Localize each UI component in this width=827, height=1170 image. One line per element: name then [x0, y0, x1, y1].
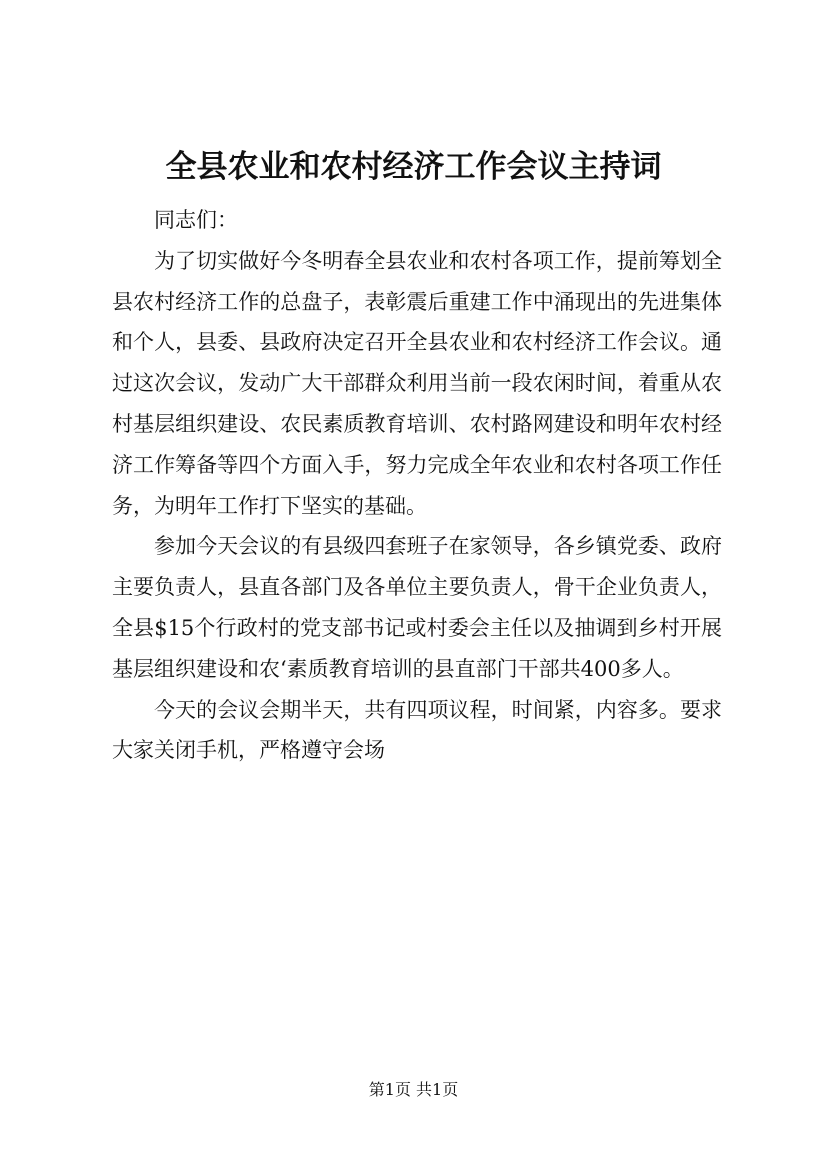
- page-title: 全县农业和农村经济工作会议主持词: [165, 149, 662, 185]
- page-footer: 第1页 共1页: [368, 1080, 459, 1099]
- paragraph-1: 为了切实做好今冬明春全县农业和农村各项工作，提前筹划全县农村经济工作的总盘子，表彰震后重建工作中涌现出的先进集体和个人，县委、县政府决定召开全县农业和农村经济工作会议。通过这次会议，发动广大干部群众利用当前一段农闲时间，着重从农村基层组织建设、农民素质教育培训、农村路网建设和明年农村经济工作筹备等四个方面入手，努力完成全年农业和农村各项工作任务，为明年工作打下坚实的基础。: [112, 248, 722, 518]
- paragraph-2: 参加今天会议的有县级四套班子在家领导，各乡镇党委、政府主要负责人，县直各部门及各单位主要负责人，骨干企业负责人，全县$15个行政村的党支部书记或村委会主任以及抽调到乡村开展基层组织建设和农‘素质教育培训的县直部门干部共400多人。: [112, 534, 722, 681]
- document-body: [112, 200, 722, 771]
- paragraph-3: 今天的会议会期半天，共有四项议程，时间紧，内容多。要求大家关闭手机，严格遵守会场: [112, 697, 722, 763]
- salutation: 同志们：: [154, 208, 238, 232]
